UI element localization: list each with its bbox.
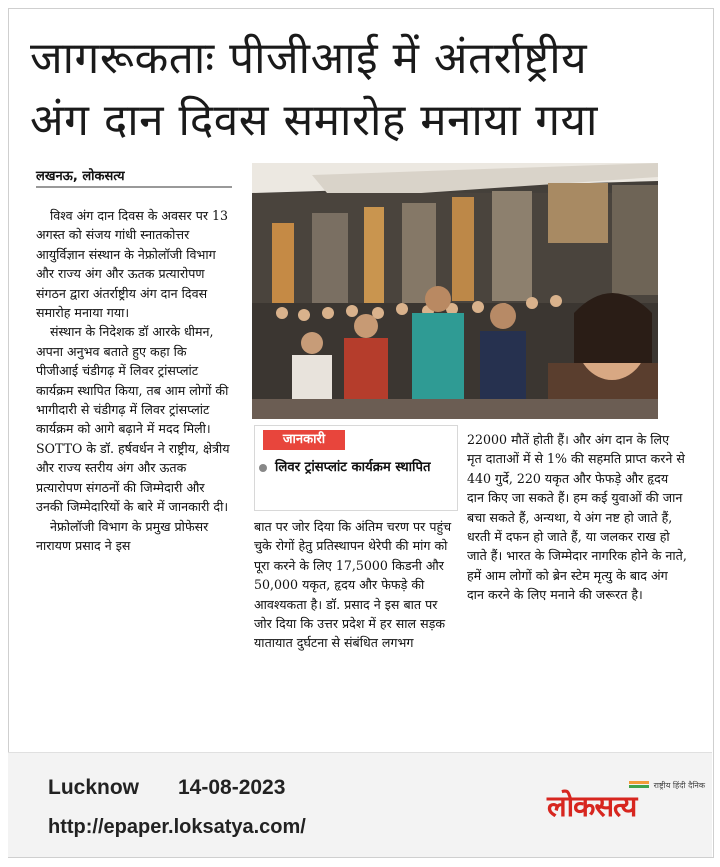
paragraph: नेफ्रोलॉजी विभाग के प्रमुख प्रोफेसर नारायण प्रसाद ने इस xyxy=(36,518,209,553)
newspaper-logo xyxy=(545,780,705,830)
paragraph: 22000 मौतें होती हैं। और अंग दान के लिए मृत दाताओं में से 1% की सहमति प्राप्त करने से 440 गुर्दे, 220 यकृत और फेफड़े और हृदय दान किए जा सकते हैं। हम कई युवाओं की जान बचा सकते हैं, अन्यथा, ये अंग नष्ट हो जाते हैं, धरती में दफन हो जाते हैं, या जलकर राख हो जाते हैं। भारत के जिम्मेदार नागरिक होने के नाते, हमें आम लोगों को ब्रेन स्टेम मृत्यु के बाद अंग दान करने के लिए मनाने की जरूरत है। xyxy=(467,432,687,603)
column-2 xyxy=(254,517,456,653)
article-headline xyxy=(30,28,700,152)
column-1 xyxy=(36,206,232,555)
footer-date: 14-08-2023 xyxy=(178,776,286,799)
paragraph: विश्व अंग दान दिवस के अवसर पर 13 अगस्त को संजय गांधी स्नातकोत्तर आयुर्विज्ञान संस्थान के नेफ्रोलॉजी विभाग और राज्य अंग और ऊतक प्रत्यारोपण संगठन द्वारा अंतर्राष्ट्रीय अंग दान दिवस समारोह मनाया गया। xyxy=(36,208,229,321)
auditorium-photo-illustration xyxy=(252,163,658,419)
paragraph: बात पर जोर दिया कि अंतिम चरण पर पहुंच चुके रोगों हेतु प्रतिस्थापन थेरेपी की मांग को पूरा करने के लिए 17,5000 किडनी और 50,000 यकृत, हृदय और फेफड़े की आवश्यकता है। डॉ. प्रसाद ने इस बात पर जोर दिया कि उत्तर प्रदेश में हर साल सड़क यातायात दुर्घटना से संबंधित लगभग xyxy=(254,519,452,651)
logo-tagline: राष्ट्रीय हिंदी दैनिक xyxy=(653,781,705,790)
event-photo xyxy=(252,163,658,419)
column-3 xyxy=(467,430,687,605)
info-text: लिवर ट्रांसप्लांट कार्यक्रम स्थापित xyxy=(275,460,431,475)
info-tag: जानकारी xyxy=(263,430,345,450)
footer-url[interactable]: http://epaper.loksatya.com/ xyxy=(48,816,306,838)
info-box xyxy=(254,425,458,511)
paragraph: संस्थान के निदेशक डॉ आरके धीमन, अपना अनुभव बताते हुए कहा कि पीजीआई चंडीगढ़ में लिवर ट्रांसप्लांट कार्यक्रम स्थापित किया, तब आम लोगों की भागीदारी से चंडीगढ़ में लिवर ट्रांसप्लांट कार्यक्रम को आगे बढ़ाने में मदद मिली। SOTTO के डॉ. हर्षवर्धन ने राष्ट्रीय, क्षेत्रीय और राज्य स्तरीय अंग और ऊतक प्रत्यारोपण संगठनों की जिम्मेदारी और उनकी जिम्मेदारियों के बारे में जानकारी दी। xyxy=(36,324,230,515)
bullet-icon xyxy=(259,464,267,472)
logo-wordmark: लोकसत्य xyxy=(547,789,637,823)
footer-city: Lucknow xyxy=(48,776,140,799)
headline-line-1: जागरूकताः पीजीआई में अंतर्राष्ट्रीय xyxy=(30,33,588,84)
headline-line-2: अंग दान दिवस समारोह मनाया गया xyxy=(30,95,598,146)
dateline: लखनऊ, लोकसत्य xyxy=(36,166,232,188)
